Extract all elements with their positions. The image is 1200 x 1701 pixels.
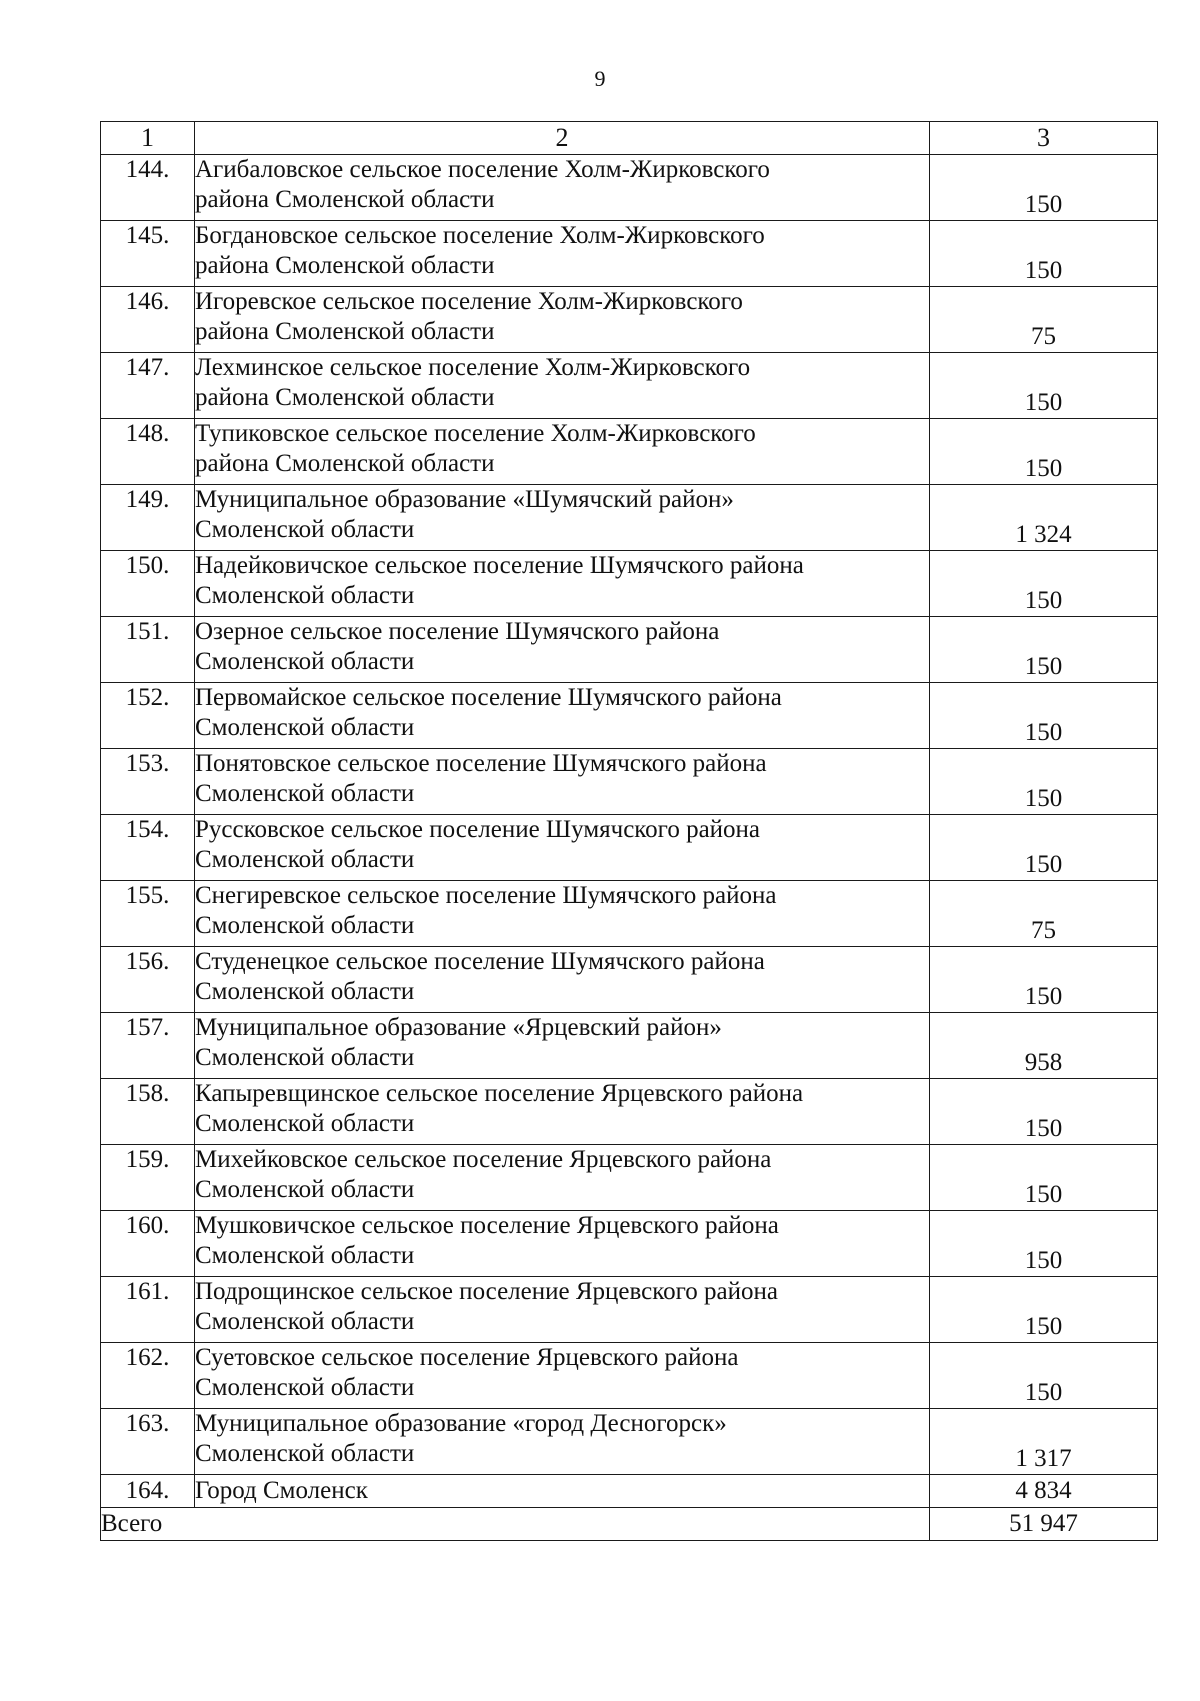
row-amount: 4 834 (930, 1475, 1158, 1508)
row-number: 151. (101, 617, 195, 683)
table-row (101, 1145, 1158, 1211)
row-name-line2: Смоленской области (195, 1374, 415, 1401)
table-row (101, 947, 1158, 1013)
row-number: 156. (101, 947, 195, 1013)
row-name-line2: Смоленской области (195, 1176, 415, 1203)
row-name (195, 1409, 930, 1475)
row-number: 164. (101, 1475, 195, 1508)
row-name-line1: Муниципальное образование «Ярцевский район» (195, 1014, 722, 1041)
row-name (195, 287, 930, 353)
row-number: 146. (101, 287, 195, 353)
table-row (101, 1079, 1158, 1145)
row-number: 144. (101, 155, 195, 221)
table-body (101, 122, 1158, 1541)
row-amount: 150 (930, 221, 1158, 287)
row-name-line1: Снегиревское сельское поселение Шумячского района (195, 882, 777, 909)
row-name (195, 683, 930, 749)
row-name-line1: Подрощинское сельское поселение Ярцевского района (195, 1278, 778, 1305)
table-row (101, 419, 1158, 485)
row-name-line2: района Смоленской области (195, 186, 495, 213)
table-row (101, 881, 1158, 947)
row-name-line1: Понятовское сельское поселение Шумячского района (195, 750, 767, 777)
row-name-line1: Суетовское сельское поселение Ярцевского района (195, 1344, 739, 1371)
row-name (195, 1343, 930, 1409)
row-name (195, 221, 930, 287)
row-amount: 150 (930, 1079, 1158, 1145)
row-amount: 150 (930, 1211, 1158, 1277)
column-header-name: 2 (195, 122, 930, 155)
row-name-line2: Смоленской области (195, 714, 415, 741)
row-name-line1: Муниципальное образование «Шумячский район» (195, 486, 734, 513)
table-row (101, 551, 1158, 617)
row-amount: 150 (930, 419, 1158, 485)
row-amount: 150 (930, 947, 1158, 1013)
row-name-line1: Капыревщинское сельское поселение Ярцевского района (195, 1080, 804, 1107)
row-amount: 150 (930, 617, 1158, 683)
total-amount: 51 947 (930, 1508, 1158, 1541)
row-name-line1: Муниципальное образование «город Десногорск» (195, 1410, 727, 1437)
row-name-line1: Надейковичское сельское поселение Шумячского района (195, 552, 804, 579)
column-header-amount: 3 (930, 122, 1158, 155)
row-amount: 150 (930, 749, 1158, 815)
table-row (101, 353, 1158, 419)
row-name (195, 419, 930, 485)
row-name-line1: Озерное сельское поселение Шумячского района (195, 618, 720, 645)
row-name-line1: Первомайское сельское поселение Шумячского района (195, 684, 782, 711)
row-amount: 75 (930, 881, 1158, 947)
row-amount: 150 (930, 1343, 1158, 1409)
row-name-line1: Студенецкое сельское поселение Шумячского района (195, 948, 765, 975)
row-name (195, 155, 930, 221)
row-amount: 150 (930, 353, 1158, 419)
row-name-line2: Смоленской области (195, 1044, 415, 1071)
row-name-line1: Игоревское сельское поселение Холм-Жирковского (195, 288, 743, 315)
row-name (195, 947, 930, 1013)
table-row (101, 815, 1158, 881)
row-name (195, 485, 930, 551)
row-name-line2: Смоленской области (195, 846, 415, 873)
row-name (195, 353, 930, 419)
row-amount: 150 (930, 815, 1158, 881)
row-name-line2: Смоленской области (195, 582, 415, 609)
row-name-line2: Смоленской области (195, 912, 415, 939)
row-name-line2: района Смоленской области (195, 252, 495, 279)
row-name (195, 1277, 930, 1343)
row-amount: 150 (930, 551, 1158, 617)
row-amount: 150 (930, 155, 1158, 221)
row-number: 161. (101, 1277, 195, 1343)
row-amount: 1 324 (930, 485, 1158, 551)
table-row (101, 1343, 1158, 1409)
row-name-line2: района Смоленской области (195, 384, 495, 411)
table-row (101, 287, 1158, 353)
table-row (101, 155, 1158, 221)
row-number: 154. (101, 815, 195, 881)
row-name-line1: Агибаловское сельское поселение Холм-Жирковского (195, 156, 770, 183)
table-row-last (101, 1475, 1158, 1508)
row-name: Город Смоленск (195, 1475, 930, 1508)
table-row (101, 221, 1158, 287)
row-name-line1: Мушковичское сельское поселение Ярцевского района (195, 1212, 779, 1239)
row-number: 150. (101, 551, 195, 617)
row-number: 147. (101, 353, 195, 419)
table-row (101, 1409, 1158, 1475)
row-name-line2: Смоленской области (195, 516, 415, 543)
row-name-line2: Смоленской области (195, 978, 415, 1005)
row-amount: 1 317 (930, 1409, 1158, 1475)
row-number: 149. (101, 485, 195, 551)
row-amount: 150 (930, 683, 1158, 749)
row-name (195, 551, 930, 617)
row-number: 157. (101, 1013, 195, 1079)
row-name-line1: Лехминское сельское поселение Холм-Жирковского (195, 354, 751, 381)
table-row (101, 1211, 1158, 1277)
row-amount: 958 (930, 1013, 1158, 1079)
row-number: 162. (101, 1343, 195, 1409)
row-name-line1: Михейковское сельское поселение Ярцевского района (195, 1146, 772, 1173)
row-name-line1: Руссковское сельское поселение Шумячского района (195, 816, 761, 843)
row-number: 159. (101, 1145, 195, 1211)
page-number: 9 (594, 66, 606, 91)
row-number: 148. (101, 419, 195, 485)
table-row (101, 485, 1158, 551)
row-number: 163. (101, 1409, 195, 1475)
row-name (195, 1211, 930, 1277)
row-name-line2: района Смоленской области (195, 318, 495, 345)
row-name (195, 1145, 930, 1211)
row-name-line2: Смоленской области (195, 648, 415, 675)
row-name (195, 1079, 930, 1145)
row-number: 158. (101, 1079, 195, 1145)
row-name-line2: Смоленской области (195, 1242, 415, 1269)
row-name-line2: Смоленской области (195, 1440, 415, 1467)
row-number: 153. (101, 749, 195, 815)
row-name (195, 1013, 930, 1079)
row-name-line2: Смоленской области (195, 780, 415, 807)
row-number: 155. (101, 881, 195, 947)
row-number: 160. (101, 1211, 195, 1277)
row-name-line2: Смоленской области (195, 1308, 415, 1335)
row-name-line2: района Смоленской области (195, 450, 495, 477)
allocation-table (100, 121, 1158, 1541)
table-total-row (101, 1508, 1158, 1541)
row-name-line1: Богдановское сельское поселение Холм-Жирковского (195, 222, 765, 249)
total-label: Всего (101, 1508, 930, 1541)
table-row (101, 617, 1158, 683)
row-name (195, 815, 930, 881)
table-row (101, 683, 1158, 749)
row-name (195, 617, 930, 683)
table-row (101, 749, 1158, 815)
row-name (195, 749, 930, 815)
row-number: 152. (101, 683, 195, 749)
row-amount: 150 (930, 1277, 1158, 1343)
row-name-line1: Тупиковское сельское поселение Холм-Жирковского (195, 420, 756, 447)
column-header-number: 1 (101, 122, 195, 155)
row-name (195, 881, 930, 947)
row-amount: 150 (930, 1145, 1158, 1211)
table-row (101, 1013, 1158, 1079)
row-number: 145. (101, 221, 195, 287)
table-header-row (101, 122, 1158, 155)
row-name-line2: Смоленской области (195, 1110, 415, 1137)
table-row (101, 1277, 1158, 1343)
row-amount: 75 (930, 287, 1158, 353)
